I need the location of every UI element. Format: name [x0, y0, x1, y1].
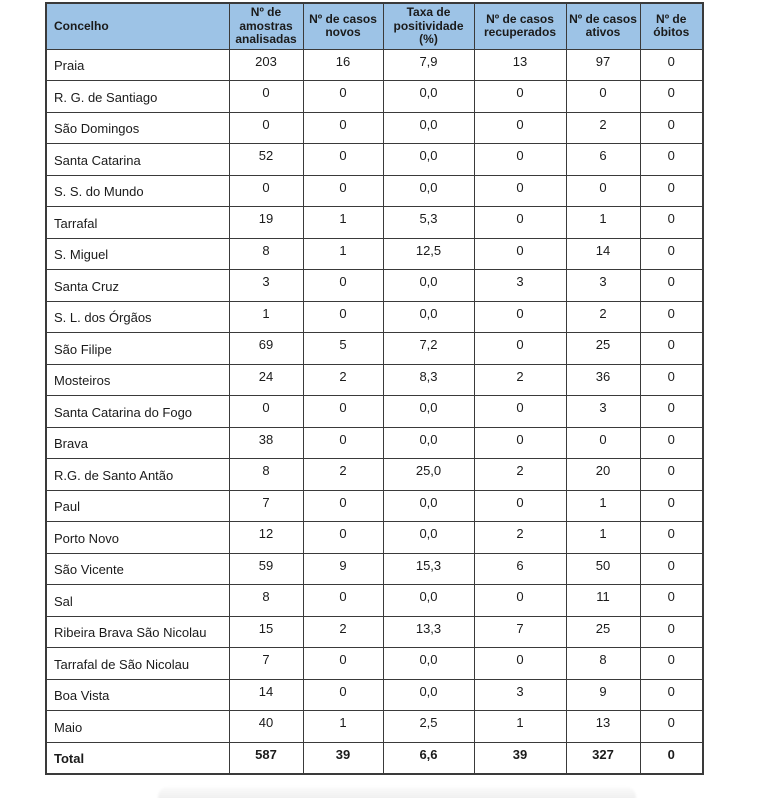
concelho-cell: S. Miguel	[46, 238, 229, 270]
value-cell: 2	[303, 616, 383, 648]
value-cell: 0	[640, 301, 703, 333]
value-cell: 40	[229, 711, 303, 743]
concelho-cell: Paul	[46, 490, 229, 522]
value-cell: 0	[640, 175, 703, 207]
value-cell: 2,5	[383, 711, 474, 743]
header-cell-col6: Nº de óbitos	[640, 3, 703, 49]
value-cell: 0	[229, 396, 303, 428]
value-cell: 3	[474, 270, 566, 302]
value-cell: 587	[229, 742, 303, 774]
table-row	[46, 270, 703, 302]
value-cell: 6	[474, 553, 566, 585]
value-cell: 0	[640, 112, 703, 144]
table-header	[46, 3, 703, 49]
value-cell: 24	[229, 364, 303, 396]
value-cell: 1	[566, 522, 640, 554]
value-cell: 2	[566, 112, 640, 144]
concelho-cell: Boa Vista	[46, 679, 229, 711]
header-cell-col5: Nº de casos ativos	[566, 3, 640, 49]
value-cell: 1	[303, 238, 383, 270]
table-row	[46, 144, 703, 176]
value-cell: 6	[566, 144, 640, 176]
value-cell: 0	[566, 427, 640, 459]
concelho-cell: São Vicente	[46, 553, 229, 585]
value-cell: 15	[229, 616, 303, 648]
value-cell: 8	[566, 648, 640, 680]
value-cell: 8	[229, 459, 303, 491]
concelho-cell: Total	[46, 742, 229, 774]
value-cell: 2	[303, 459, 383, 491]
value-cell: 0,0	[383, 585, 474, 617]
value-cell: 3	[566, 270, 640, 302]
value-cell: 11	[566, 585, 640, 617]
table-row	[46, 238, 703, 270]
concelho-cell: Porto Novo	[46, 522, 229, 554]
value-cell: 0	[474, 207, 566, 239]
value-cell: 0,0	[383, 522, 474, 554]
value-cell: 0	[474, 81, 566, 113]
value-cell: 0	[640, 585, 703, 617]
table-row	[46, 553, 703, 585]
value-cell: 8	[229, 585, 303, 617]
value-cell: 0	[640, 522, 703, 554]
header-cell-col0: Concelho	[46, 3, 229, 49]
value-cell: 3	[229, 270, 303, 302]
value-cell: 0,0	[383, 112, 474, 144]
concelho-cell: Mosteiros	[46, 364, 229, 396]
value-cell: 52	[229, 144, 303, 176]
value-cell: 2	[303, 364, 383, 396]
value-cell: 0	[566, 175, 640, 207]
value-cell: 0	[640, 459, 703, 491]
value-cell: 0,0	[383, 396, 474, 428]
value-cell: 7	[229, 490, 303, 522]
value-cell: 38	[229, 427, 303, 459]
value-cell: 0	[303, 648, 383, 680]
value-cell: 0	[640, 553, 703, 585]
value-cell: 0,0	[383, 81, 474, 113]
value-cell: 13	[566, 711, 640, 743]
concelho-cell: S. L. dos Órgãos	[46, 301, 229, 333]
concelho-cell: Ribeira Brava São Nicolau	[46, 616, 229, 648]
value-cell: 25	[566, 333, 640, 365]
table-row	[46, 81, 703, 113]
value-cell: 0,0	[383, 679, 474, 711]
value-cell: 0	[474, 144, 566, 176]
value-cell: 0	[640, 648, 703, 680]
value-cell: 0,0	[383, 648, 474, 680]
value-cell: 0,0	[383, 427, 474, 459]
value-cell: 0,0	[383, 144, 474, 176]
value-cell: 0	[474, 427, 566, 459]
table-row	[46, 616, 703, 648]
value-cell: 25,0	[383, 459, 474, 491]
value-cell: 203	[229, 49, 303, 81]
concelho-cell: Maio	[46, 711, 229, 743]
table-row	[46, 207, 703, 239]
value-cell: 15,3	[383, 553, 474, 585]
value-cell: 0	[640, 742, 703, 774]
total-row	[46, 742, 703, 774]
value-cell: 0	[640, 144, 703, 176]
concelho-cell: R.G. de Santo Antão	[46, 459, 229, 491]
value-cell: 0	[474, 585, 566, 617]
value-cell: 25	[566, 616, 640, 648]
table-row	[46, 112, 703, 144]
value-cell: 0	[566, 81, 640, 113]
value-cell: 1	[566, 490, 640, 522]
header-cell-col2: Nº de casos novos	[303, 3, 383, 49]
value-cell: 0	[474, 112, 566, 144]
value-cell: 0	[474, 490, 566, 522]
value-cell: 5	[303, 333, 383, 365]
value-cell: 3	[566, 396, 640, 428]
value-cell: 20	[566, 459, 640, 491]
value-cell: 0	[303, 396, 383, 428]
value-cell: 5,3	[383, 207, 474, 239]
value-cell: 8	[229, 238, 303, 270]
value-cell: 0	[229, 81, 303, 113]
value-cell: 0,0	[383, 490, 474, 522]
value-cell: 97	[566, 49, 640, 81]
concelho-cell: Santa Catarina	[46, 144, 229, 176]
concelho-cell: Santa Cruz	[46, 270, 229, 302]
value-cell: 13,3	[383, 616, 474, 648]
header-row	[46, 3, 703, 49]
value-cell: 0	[303, 81, 383, 113]
value-cell: 0	[229, 112, 303, 144]
value-cell: 0	[303, 585, 383, 617]
header-cell-col4: Nº de casos recuperados	[474, 3, 566, 49]
value-cell: 0	[303, 112, 383, 144]
table-row	[46, 522, 703, 554]
next-element-top-edge	[158, 787, 636, 798]
value-cell: 0	[474, 396, 566, 428]
value-cell: 0	[640, 396, 703, 428]
table-row	[46, 648, 703, 680]
concelho-cell: Tarrafal	[46, 207, 229, 239]
table-row	[46, 175, 703, 207]
table-row	[46, 49, 703, 81]
concelho-cell: Tarrafal de São Nicolau	[46, 648, 229, 680]
value-cell: 1	[474, 711, 566, 743]
value-cell: 3	[474, 679, 566, 711]
value-cell: 2	[474, 459, 566, 491]
concelho-cell: Sal	[46, 585, 229, 617]
value-cell: 0	[640, 207, 703, 239]
value-cell: 0	[303, 175, 383, 207]
table-row	[46, 301, 703, 333]
value-cell: 16	[303, 49, 383, 81]
value-cell: 8,3	[383, 364, 474, 396]
value-cell: 7,9	[383, 49, 474, 81]
value-cell: 0	[474, 238, 566, 270]
value-cell: 0	[640, 427, 703, 459]
value-cell: 19	[229, 207, 303, 239]
value-cell: 0	[474, 301, 566, 333]
table-row	[46, 427, 703, 459]
value-cell: 1	[303, 207, 383, 239]
concelho-cell: Praia	[46, 49, 229, 81]
value-cell: 2	[474, 522, 566, 554]
concelho-cell: R. G. de Santiago	[46, 81, 229, 113]
value-cell: 0	[303, 522, 383, 554]
value-cell: 0	[640, 711, 703, 743]
value-cell: 12,5	[383, 238, 474, 270]
header-cell-col1: Nº de amostras analisadas	[229, 3, 303, 49]
value-cell: 0	[640, 333, 703, 365]
value-cell: 0	[640, 49, 703, 81]
value-cell: 50	[566, 553, 640, 585]
value-cell: 7	[229, 648, 303, 680]
concelho-cell: São Domingos	[46, 112, 229, 144]
table-row	[46, 333, 703, 365]
value-cell: 1	[229, 301, 303, 333]
value-cell: 14	[229, 679, 303, 711]
value-cell: 0	[474, 175, 566, 207]
value-cell: 36	[566, 364, 640, 396]
value-cell: 0	[640, 364, 703, 396]
value-cell: 0	[640, 81, 703, 113]
value-cell: 0	[474, 648, 566, 680]
value-cell: 6,6	[383, 742, 474, 774]
table-row	[46, 679, 703, 711]
value-cell: 0	[303, 144, 383, 176]
value-cell: 0,0	[383, 270, 474, 302]
concelho-cell: Brava	[46, 427, 229, 459]
table-row	[46, 396, 703, 428]
value-cell: 1	[303, 711, 383, 743]
value-cell: 0	[640, 238, 703, 270]
value-cell: 0,0	[383, 175, 474, 207]
value-cell: 0	[303, 270, 383, 302]
concelho-cell: Santa Catarina do Fogo	[46, 396, 229, 428]
value-cell: 39	[474, 742, 566, 774]
concelho-cell: São Filipe	[46, 333, 229, 365]
value-cell: 2	[566, 301, 640, 333]
value-cell: 14	[566, 238, 640, 270]
value-cell: 0	[474, 333, 566, 365]
value-cell: 12	[229, 522, 303, 554]
value-cell: 0	[640, 490, 703, 522]
value-cell: 0	[640, 679, 703, 711]
table-row	[46, 585, 703, 617]
concelhos-covid-table	[45, 2, 704, 775]
value-cell: 13	[474, 49, 566, 81]
value-cell: 7	[474, 616, 566, 648]
value-cell: 2	[474, 364, 566, 396]
value-cell: 69	[229, 333, 303, 365]
value-cell: 0	[640, 616, 703, 648]
value-cell: 1	[566, 207, 640, 239]
header-cell-col3: Taxa de positividade (%)	[383, 3, 474, 49]
table-row	[46, 459, 703, 491]
table-body	[46, 49, 703, 774]
value-cell: 0,0	[383, 301, 474, 333]
value-cell: 9	[566, 679, 640, 711]
table-row	[46, 711, 703, 743]
value-cell: 9	[303, 553, 383, 585]
value-cell: 0	[640, 270, 703, 302]
value-cell: 0	[303, 679, 383, 711]
value-cell: 7,2	[383, 333, 474, 365]
value-cell: 0	[303, 301, 383, 333]
value-cell: 0	[303, 427, 383, 459]
table-row	[46, 490, 703, 522]
value-cell: 0	[229, 175, 303, 207]
value-cell: 59	[229, 553, 303, 585]
concelho-cell: S. S. do Mundo	[46, 175, 229, 207]
value-cell: 0	[303, 490, 383, 522]
table-row	[46, 364, 703, 396]
value-cell: 327	[566, 742, 640, 774]
value-cell: 39	[303, 742, 383, 774]
